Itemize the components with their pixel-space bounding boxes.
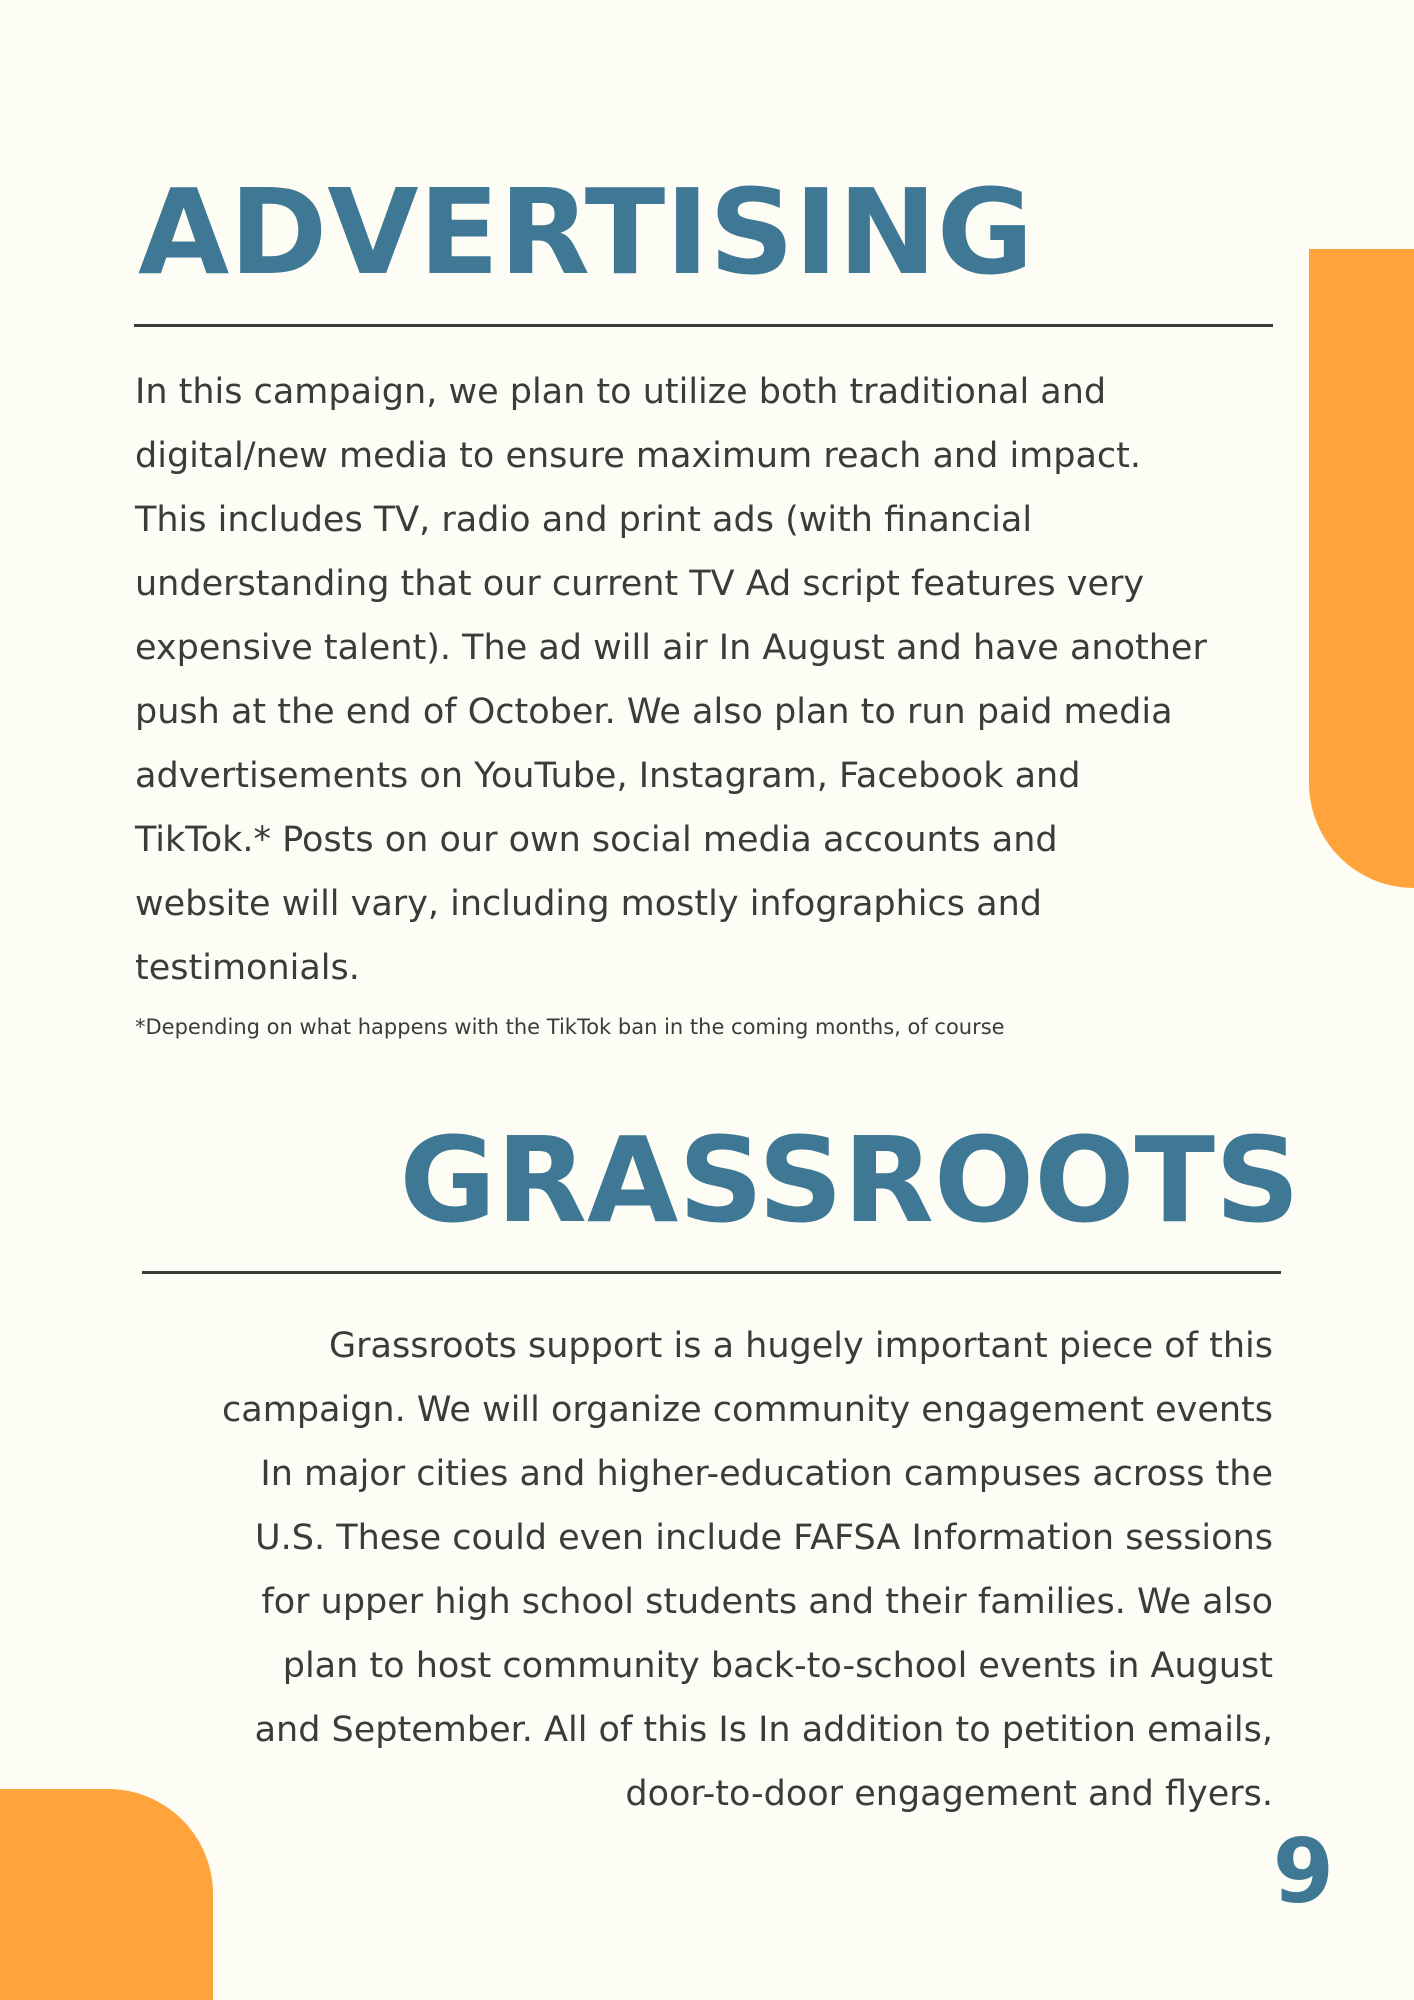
grassroots-line: Grassroots support is a hugely important piece of this bbox=[329, 1326, 1273, 1366]
grassroots-line: In major cities and higher-education campuses across the bbox=[260, 1454, 1273, 1494]
grassroots-line: campaign. We will organize community engagement events bbox=[222, 1390, 1273, 1430]
advertising-line: This includes TV, radio and print ads (with financial bbox=[135, 500, 1033, 540]
orange-decoration-right bbox=[1309, 249, 1414, 888]
advertising-divider bbox=[134, 324, 1273, 327]
grassroots-divider bbox=[142, 1271, 1281, 1274]
grassroots-heading: GRASSROOTS bbox=[399, 1111, 1300, 1249]
advertising-heading: ADVERTISING bbox=[138, 163, 1034, 301]
advertising-line: website will vary, including mostly infographics and bbox=[135, 884, 1042, 924]
advertising-footnote: *Depending on what happens with the TikTok ban in the coming months, of course bbox=[135, 1015, 1005, 1039]
advertising-line: expensive talent). The ad will air In August and have another bbox=[135, 628, 1207, 668]
advertising-line: testimonials. bbox=[135, 948, 360, 988]
grassroots-line: door-to-door engagement and flyers. bbox=[625, 1774, 1273, 1814]
grassroots-line: plan to host community back-to-school events in August bbox=[282, 1646, 1273, 1686]
advertising-line: TikTok.* Posts on our own social media accounts and bbox=[135, 820, 1058, 860]
advertising-line: In this campaign, we plan to utilize both traditional and bbox=[135, 372, 1107, 412]
page-number: 9 bbox=[1272, 1820, 1334, 1923]
advertising-paragraph bbox=[135, 360, 1295, 1000]
advertising-line: push at the end of October. We also plan to run paid media bbox=[135, 692, 1173, 732]
advertising-line: digital/new media to ensure maximum reach and impact. bbox=[135, 436, 1142, 476]
grassroots-paragraph bbox=[113, 1314, 1273, 1826]
grassroots-line: U.S. These could even include FAFSA Information sessions bbox=[255, 1518, 1273, 1558]
grassroots-line: for upper high school students and their families. We also bbox=[261, 1582, 1273, 1622]
grassroots-line: and September. All of this Is In addition to petition emails, bbox=[254, 1710, 1273, 1750]
advertising-line: understanding that our current TV Ad script features very bbox=[135, 564, 1145, 604]
advertising-line: advertisements on YouTube, Instagram, Facebook and bbox=[135, 756, 1081, 796]
